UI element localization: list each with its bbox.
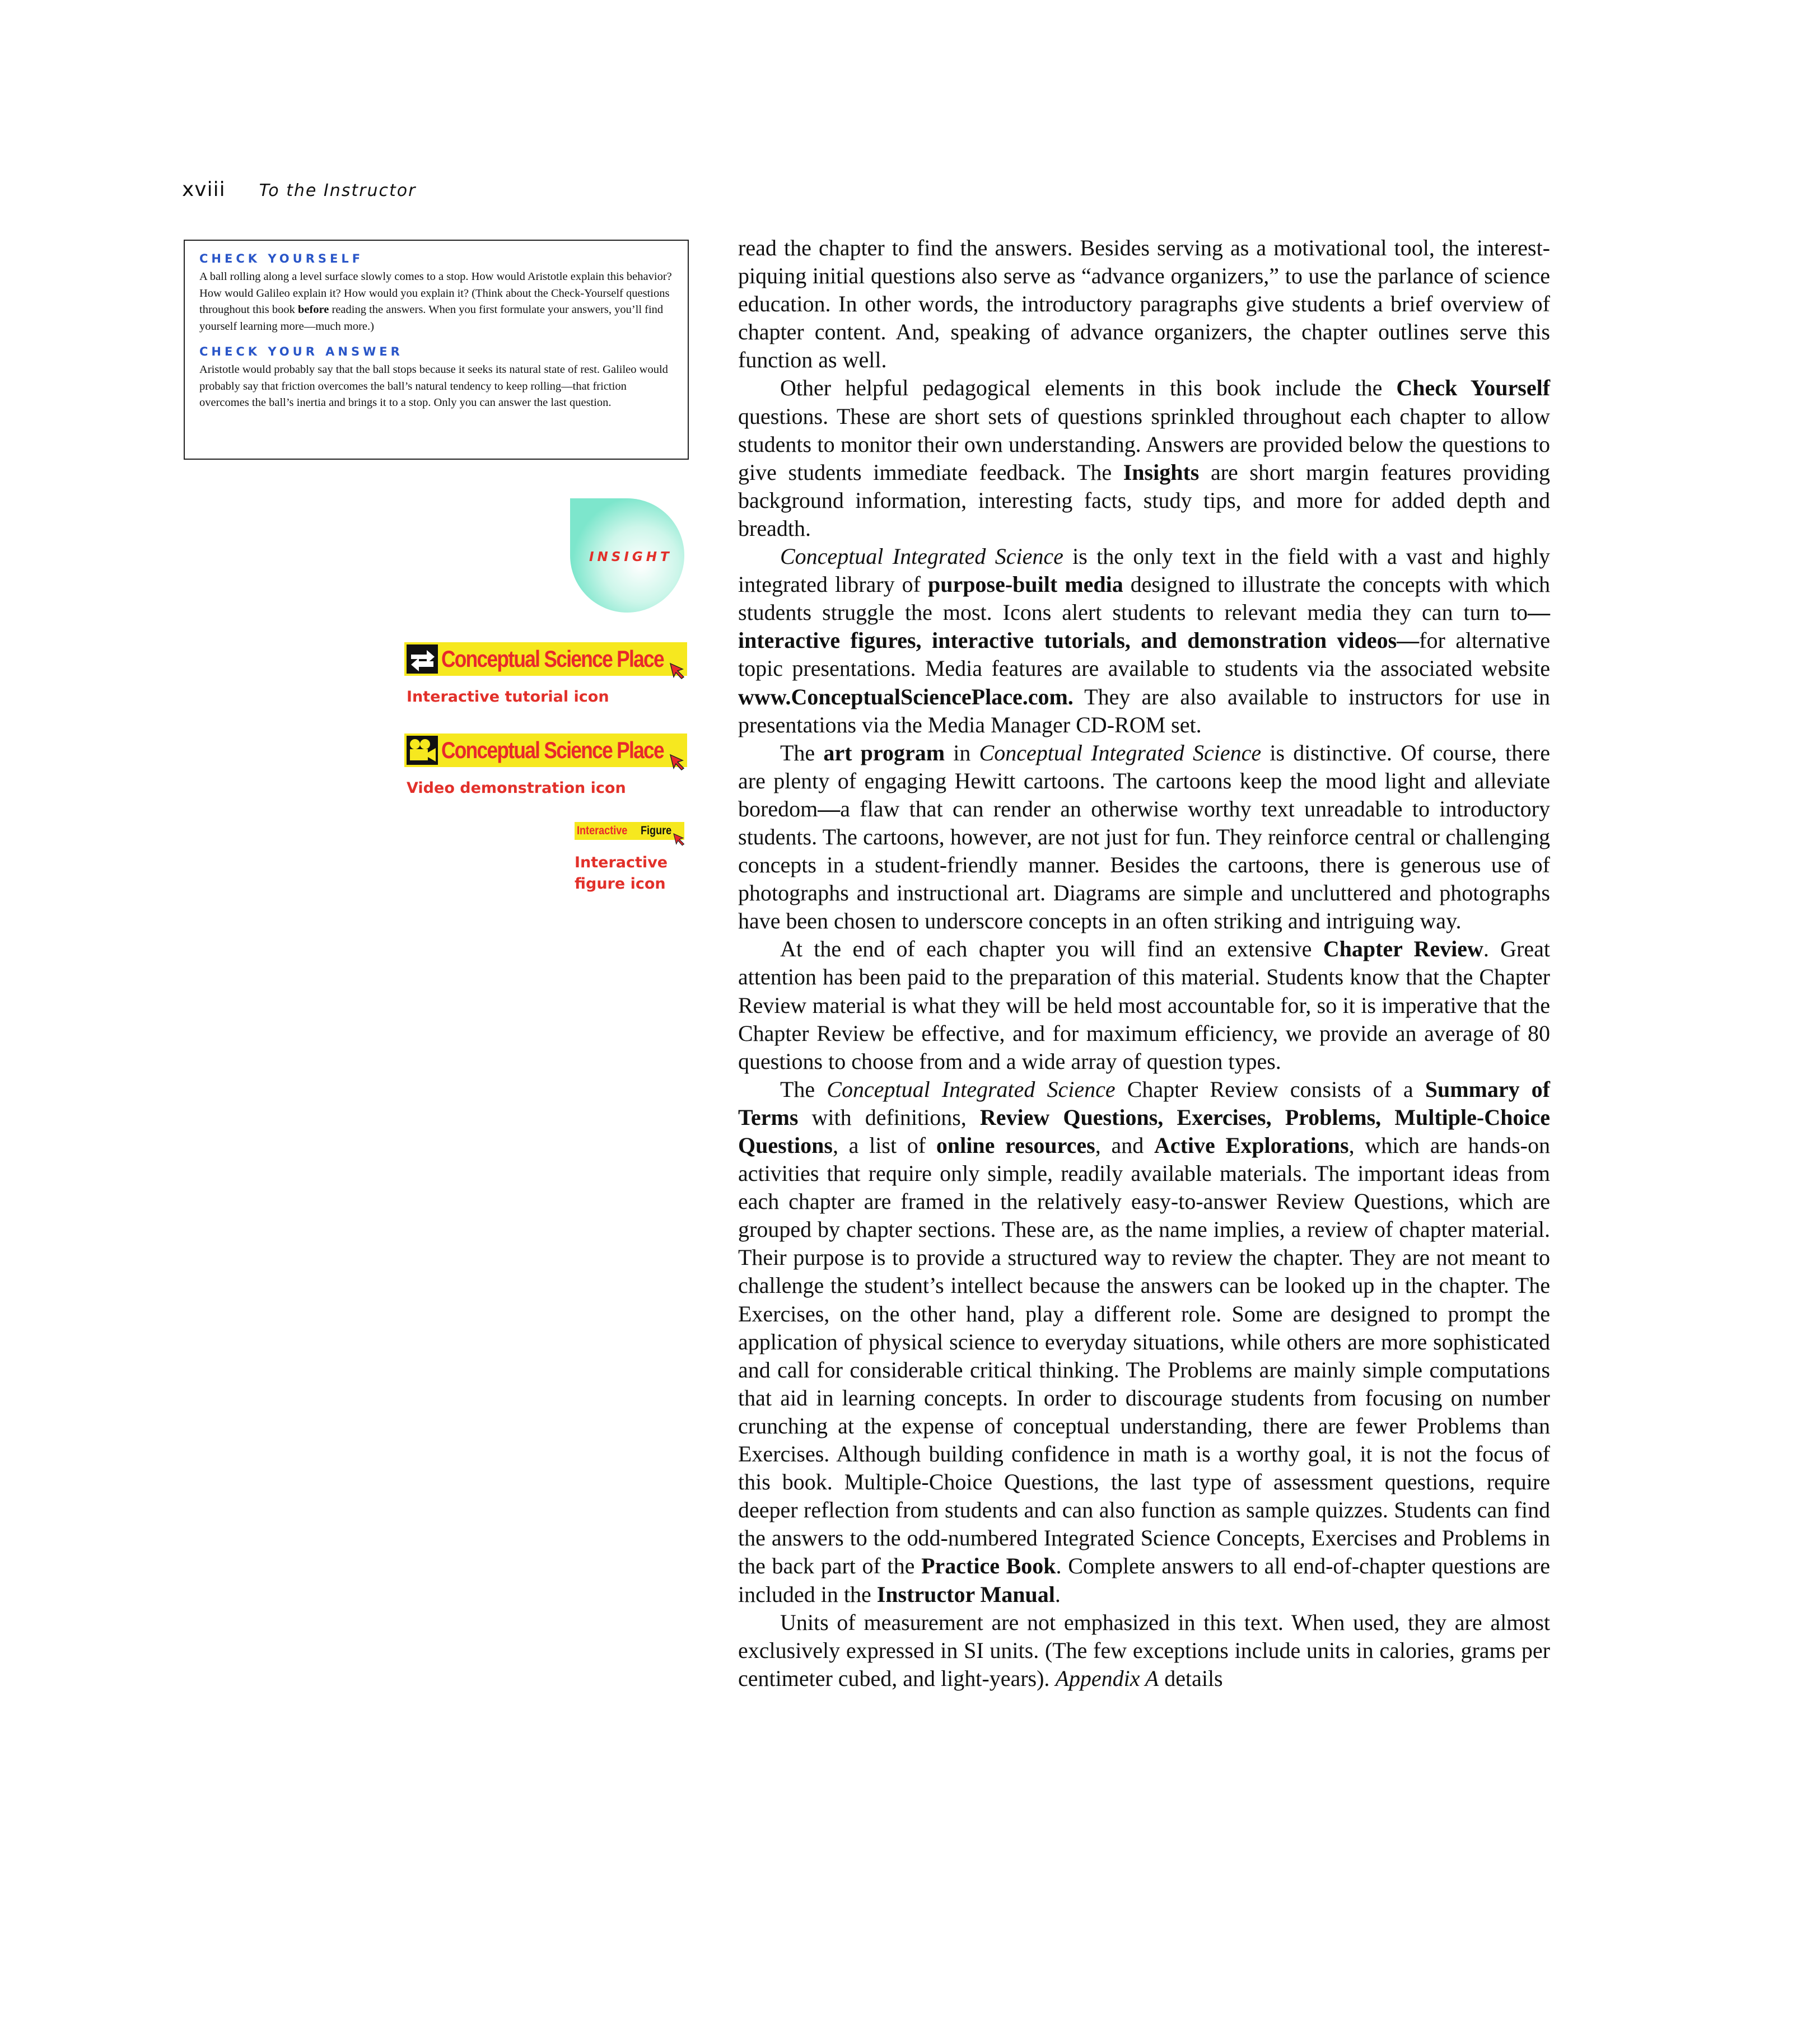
video-banner-text: Conceptual Science Place xyxy=(441,737,664,763)
video-camera-icon xyxy=(407,736,438,765)
interactive-figure-chip xyxy=(575,822,684,840)
paragraph-7 xyxy=(738,1609,1550,1693)
text-run: Chapter Review consists of a xyxy=(1115,1076,1425,1102)
text-run: designed to illustrate the concepts with which students struggle the most. Icons alert students to relevant media they can turn to xyxy=(738,572,1551,625)
paragraph-6 xyxy=(738,1076,1550,1609)
tutorial-banner xyxy=(404,642,687,676)
text-run: Other helpful pedagogical elements in this book include the xyxy=(780,375,1397,401)
book-title: Conceptual Integrated Science xyxy=(827,1076,1116,1102)
text-run: They are also available to instructors for use in presentations via the Media Manager CD-ROM set. xyxy=(738,684,1550,737)
book-title: Conceptual Integrated Science xyxy=(780,544,1063,569)
term-media-types: —interactive figures, interactive tutorials, and demonstration videos— xyxy=(738,600,1550,653)
text-run: The xyxy=(780,740,824,765)
text-run: . Complete answers to all end-of-chapter questions are included in the xyxy=(738,1553,1551,1607)
term-online-resources: online resources xyxy=(936,1133,1095,1158)
check-your-answer-heading: CHECK YOUR ANSWER xyxy=(199,345,403,358)
term-summary-of-terms: Summary of Terms xyxy=(738,1076,1550,1130)
text-run: At the end of each chapter you will find an extensive xyxy=(780,936,1323,962)
term-practice-book: Practice Book xyxy=(921,1553,1056,1579)
cursor-arrow-icon xyxy=(668,661,687,680)
term-question-types: Review Questions, Exercises, Problems, Multiple-Choice Questions xyxy=(738,1104,1550,1158)
text-run: The xyxy=(780,1076,827,1102)
check-your-answer-text: Aristotle would probably say that the ball stops because it seeks its natural state of rest. Galileo would probably say that friction overcomes the ball’s natural tendency to keep rolling—that friction overcomes the ball’s inertia and brings it to a stop. Only you can answer the last question. xyxy=(199,363,668,409)
tutorial-caption: Interactive tutorial icon xyxy=(407,688,609,706)
appendix-reference: Appendix A xyxy=(1055,1665,1159,1691)
text-run: Units of measurement are not emphasized in this text. When used, they are almost exclusively expressed in SI units. (The few exceptions include units in calories, grams per centimeter cubed, and light-years). xyxy=(738,1609,1550,1691)
running-head xyxy=(182,178,416,201)
term-active-explorations: Active Explorations xyxy=(1154,1133,1349,1158)
em-dash: — xyxy=(818,796,841,821)
tutorial-arrows-icon xyxy=(407,644,438,674)
term-chapter-review: Chapter Review xyxy=(1323,936,1483,962)
term-insights: Insights xyxy=(1123,459,1200,485)
video-banner xyxy=(404,733,687,767)
check-yourself-heading: CHECK YOURSELF xyxy=(199,252,364,265)
cursor-arrow-icon xyxy=(672,832,687,847)
text-run: a flaw that can render an otherwise worthy text unreadable to introductory students. The cartoons, however, are not just for fun. They reinforce central or challenging concepts in a student-friendly manner. Besides the cartoons, there is generous use of photographs and instructional art. Diagrams are simple and uncluttered and photographs have been chosen to underscore concepts in an often striking and intriguing way. xyxy=(738,796,1550,934)
text-run: are short margin features providing background information, interesting facts, study tips, and more for added depth and breadth. xyxy=(738,459,1550,541)
question-text: A ball rolling along a level surface slowly comes to a stop. How would Aristotle explain this behavior? How would Galileo explain it? How would you explain it? (Think about the Check-Yourself questions throughout this book xyxy=(199,270,672,316)
text-run: is distinctive. Of course, there are plenty of engaging Hewitt cartoons. The cartoons keep the mood light and alleviate boredom xyxy=(738,740,1550,821)
text-run: is the only text in the field with a vast and highly integrated library of xyxy=(738,544,1550,597)
text-run: details xyxy=(1159,1665,1223,1691)
question-emphasis: before xyxy=(297,303,329,316)
check-yourself-box xyxy=(184,240,689,460)
term-purpose-built-media: purpose-built media xyxy=(928,572,1123,597)
text-run: . xyxy=(1054,1581,1061,1607)
term-check-yourself: Check Yourself xyxy=(1396,375,1551,401)
body-text xyxy=(738,234,1550,1693)
text-run: with definitions, xyxy=(798,1104,980,1130)
figure-caption-line-2: figure icon xyxy=(575,875,666,893)
paragraph-3 xyxy=(738,543,1550,739)
text-run: , which are hands-on activities that require only simple, readily available materials. The important ideas from each chapter are framed in the relatively easy-to-answer Review Questions, which are grouped by chapter sections. These are, as the name implies, a review of chapter material. Their purpose is to provide a structured way to review the chapter. They are not meant to challenge the student’s intellect because the answers can be looked up in the chapter. The Exercises, on the other hand, play a different role. Some are designed to prompt the application of physical science to everyday situations, while others are more sophisticated and call for considerable critical thinking. The Problems are mainly simple computations that aid in learning concepts. In order to discourage students from focusing on number crunching at the expense of conceptual understanding, there are fewer Problems than Exercises. Although building confidence in math is a worthy goal, it is not the focus of this book. Multiple-Choice Questions, the last type of assessment questions, require deeper reflection from students and can also function as sample quizzes. Students can find the answers to the odd-numbered Integrated Science Concepts, Exercises and Problems in the back part of the xyxy=(738,1133,1550,1579)
figure-caption xyxy=(575,852,668,895)
text-run: for alternative topic presentations. Media features are available to students via the associated website xyxy=(738,628,1550,681)
check-yourself-question xyxy=(199,269,673,335)
paragraph-4 xyxy=(738,739,1550,936)
book-title: Conceptual Integrated Science xyxy=(979,740,1262,765)
paragraph-1: read the chapter to find the answers. Besides serving as a motivational tool, the interest-piquing initial questions also serve as “advance organizers,” to use the parlance of science education. In other words, the introductory paragraphs give students a brief overview of chapter content. And, speaking of advance organizers, the chapter outlines serve this function as well. xyxy=(738,235,1550,373)
website-link: www.ConceptualSciencePlace.com. xyxy=(738,684,1074,709)
cursor-arrow-icon xyxy=(668,753,687,772)
term-instructor-manual: Instructor Manual xyxy=(876,1581,1055,1607)
figure-chip-word-2: Figure xyxy=(641,824,672,837)
figure-chip-word-1: Interactive xyxy=(577,824,628,837)
running-head-title: To the Instructor xyxy=(259,181,417,200)
question-text-end: reading the answers. When you first formulate your answers, you’ll find yourself learning more—much more.) xyxy=(199,303,664,333)
text-run: in xyxy=(945,740,979,765)
page-number: xviii xyxy=(182,178,226,201)
text-run: questions. These are short sets of questions sprinkled throughout each chapter to allow students to monitor their own understanding. Answers are provided below the questions to give students immediate feedback. The xyxy=(738,403,1550,485)
text-run: , a list of xyxy=(832,1133,936,1158)
paragraph-5 xyxy=(738,935,1550,1075)
paragraph-2 xyxy=(738,374,1550,543)
term-art-program: art program xyxy=(823,740,945,765)
video-caption: Video demonstration icon xyxy=(407,779,626,797)
tutorial-banner-text: Conceptual Science Place xyxy=(441,646,664,672)
insight-label: INSIGHT xyxy=(589,550,673,564)
text-run: , and xyxy=(1095,1133,1154,1158)
text-run: . Great attention has been paid to the preparation of this material. Students know that the Chapter Review material is what they will be held most accountable for, so it is imperative that the Chapter Review be effective, and for maximum efficiency, we provide an average of 80 questions to choose from and a wide array of question types. xyxy=(738,936,1551,1074)
figure-caption-line-1: Interactive xyxy=(575,854,668,871)
